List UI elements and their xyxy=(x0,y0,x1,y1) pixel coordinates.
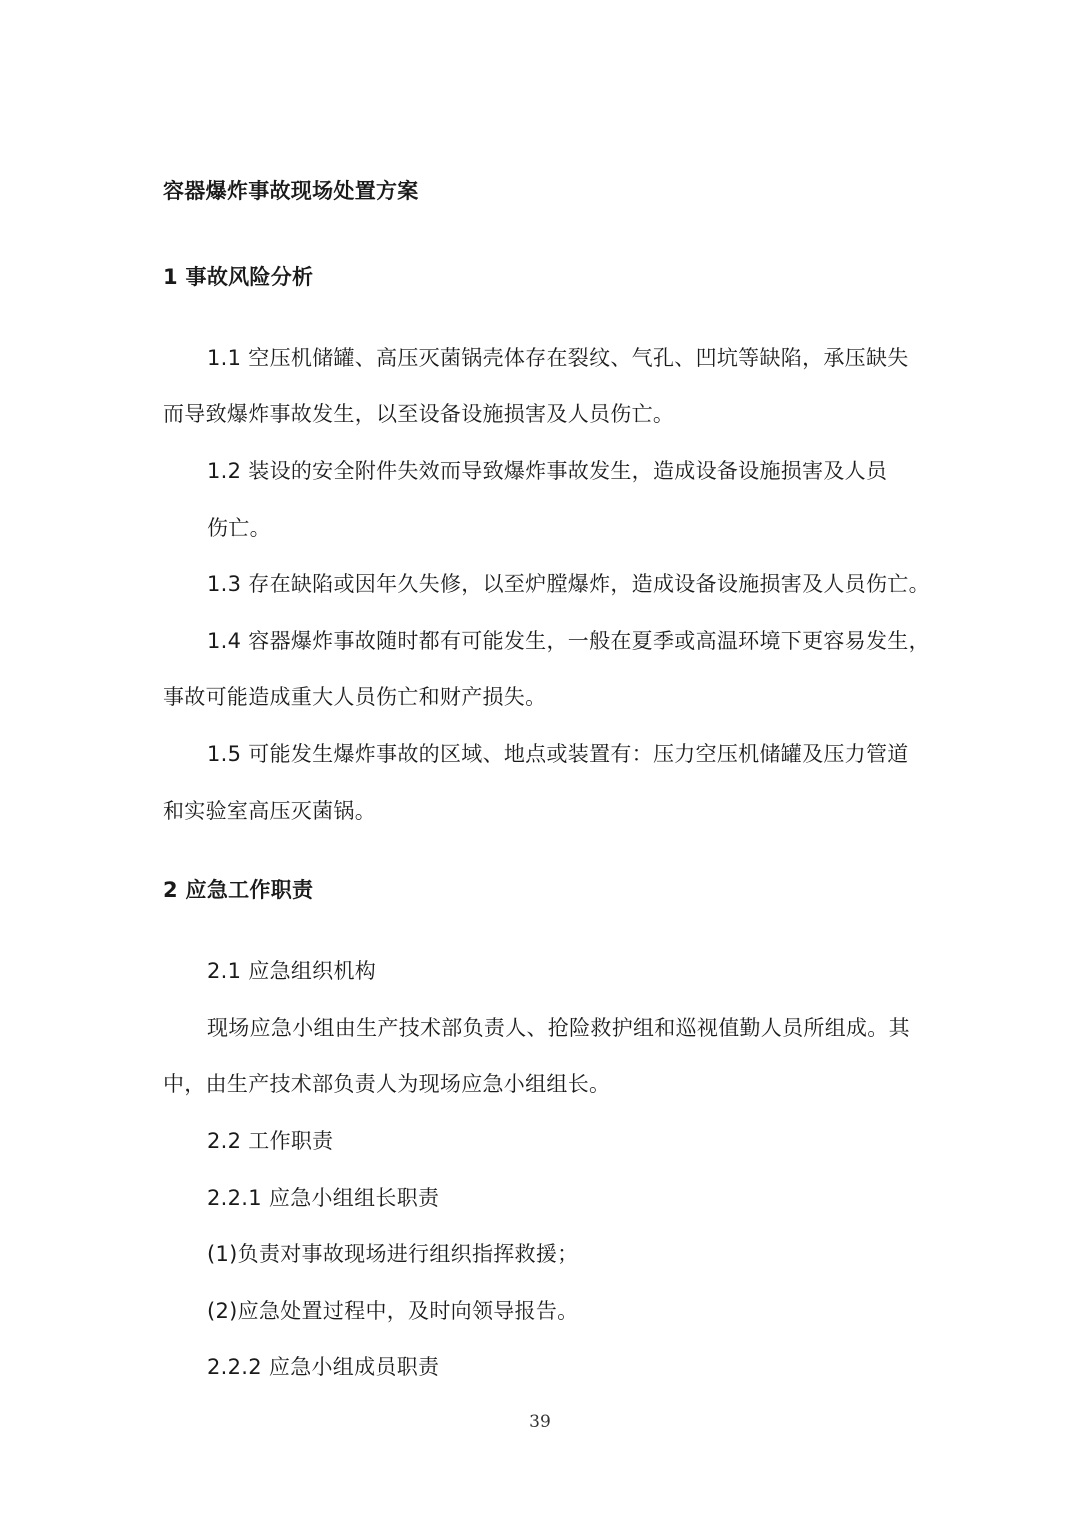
paragraph-line: 伤亡。 xyxy=(207,516,271,540)
paragraph-line: 事故可能造成重大人员伤亡和财产损失。 xyxy=(163,685,547,709)
paragraph-line: (1)负责对事故现场进行组织指挥救援； xyxy=(207,1242,579,1266)
section-heading-2: 2 应急工作职责 xyxy=(163,878,314,902)
paragraph-line: 2.1 应急组织机构 xyxy=(207,959,377,983)
paragraph-line: 而导致爆炸事故发生，以至设备设施损害及人员伤亡。 xyxy=(163,402,675,426)
page-number: 39 xyxy=(529,1412,551,1432)
section-heading-1: 1 事故风险分析 xyxy=(163,265,314,289)
paragraph-line: 现场应急小组由生产技术部负责人、抢险救护组和巡视值勤人员所组成。其 xyxy=(207,1016,910,1040)
paragraph-line: 1.4 容器爆炸事故随时都有可能发生，一般在夏季或高温环境下更容易发生， xyxy=(207,629,930,653)
paragraph-line: 中，由生产技术部负责人为现场应急小组组长。 xyxy=(163,1072,611,1096)
paragraph-line: (2)应急处置过程中，及时向领导报告。 xyxy=(207,1299,579,1323)
paragraph-line: 2.2.2 应急小组成员职责 xyxy=(207,1355,440,1379)
paragraph-line: 2.2 工作职责 xyxy=(207,1129,334,1153)
paragraph-line: 1.2 装设的安全附件失效而导致爆炸事故发生，造成设备设施损害及人员 xyxy=(207,459,888,483)
paragraph-line: 1.5 可能发生爆炸事故的区域、地点或装置有：压力空压机储罐及压力管道 xyxy=(207,742,909,766)
paragraph-line: 和实验室高压灭菌锅。 xyxy=(163,799,376,823)
document-title: 容器爆炸事故现场处置方案 xyxy=(163,179,419,203)
paragraph-line: 1.1 空压机储罐、高压灭菌锅壳体存在裂纹、气孔、凹坑等缺陷，承压缺失 xyxy=(207,346,909,370)
paragraph-line: 1.3 存在缺陷或因年久失修，以至炉膛爆炸，造成设备设施损害及人员伤亡。 xyxy=(207,572,930,596)
paragraph-line: 2.2.1 应急小组组长职责 xyxy=(207,1186,440,1210)
